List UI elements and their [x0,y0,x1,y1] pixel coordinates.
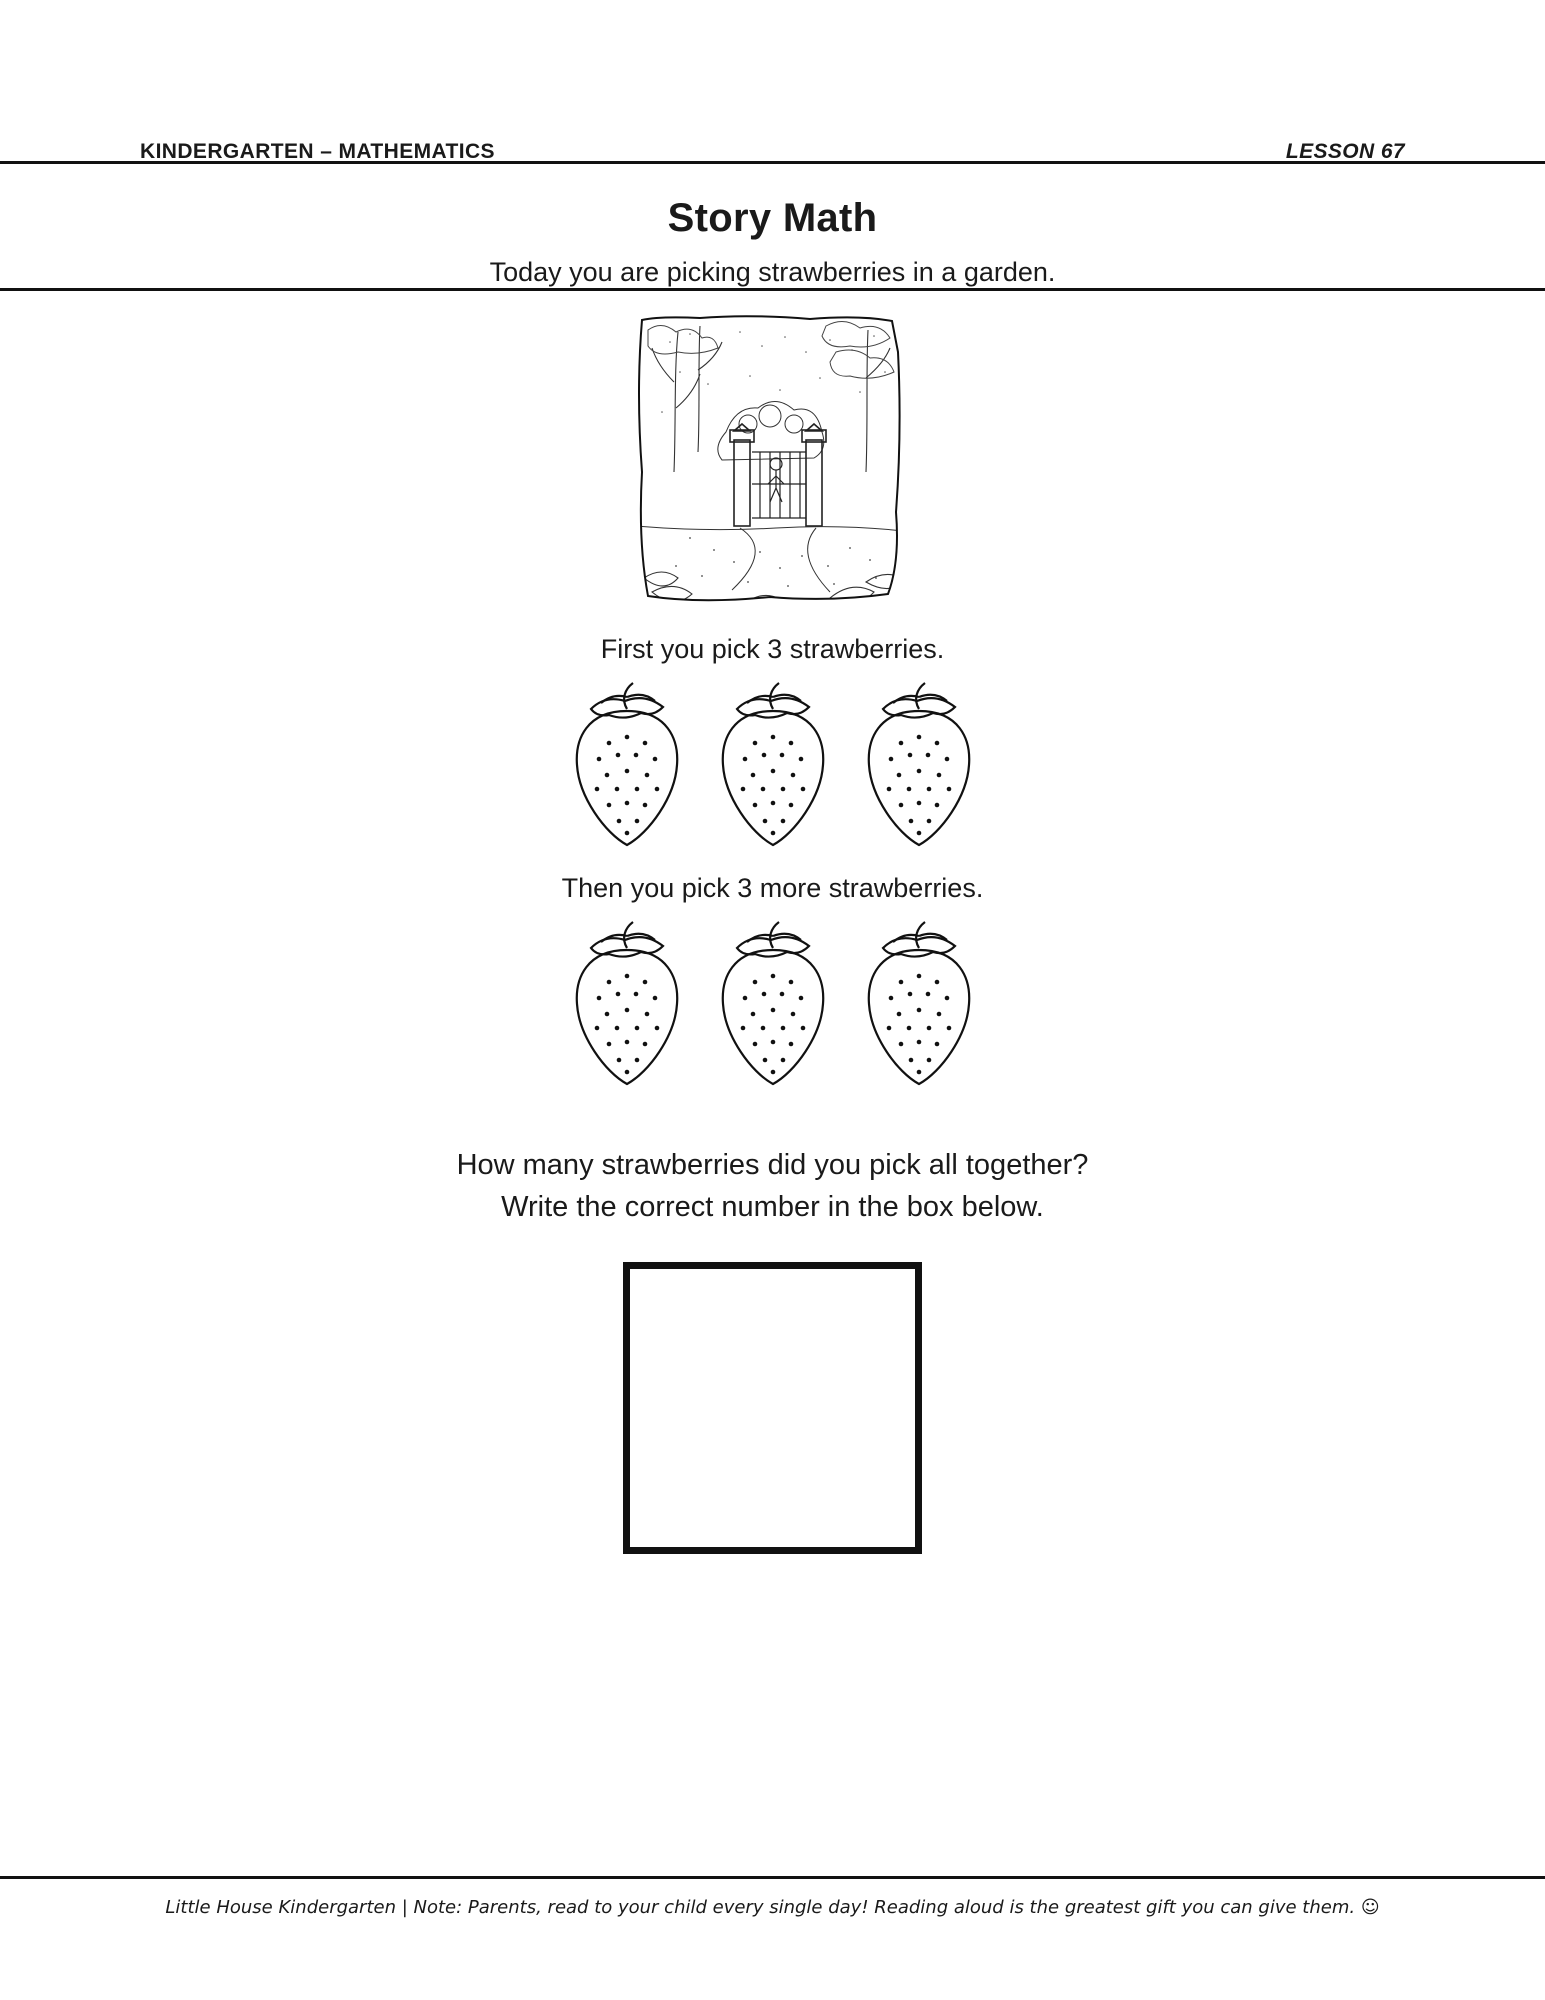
page-title: Story Math [667,196,878,240]
strawberry-icon [853,912,985,1090]
title-block [140,174,1405,288]
header-subject: KINDERGARTEN – MATHEMATICS [140,140,495,163]
header-lesson: LESSON 67 [1285,140,1405,163]
step-1-text: First you pick 3 strawberries. [600,634,945,664]
question-line-2: Write the correct number in the box below. [501,1191,1044,1224]
worksheet-body [140,288,1405,2000]
question-line-1: How many strawberries did you pick all together? [456,1149,1089,1181]
strawberry-icon [561,673,693,851]
strawberry-icon [707,912,839,1090]
strawberry-icon [853,673,985,851]
page-footer [0,1876,1545,2000]
page-header [140,0,1405,174]
question-block [140,1144,1405,1554]
step-1-strawberry-row [140,673,1405,851]
step-2-strawberry-row [140,912,1405,1090]
answer-box[interactable] [623,1262,922,1554]
footer-note: Little House Kindergarten | Note: Parents, read to your child every single day! Reading aloud is the greatest gift you can give them. ☺ [165,1897,1380,1918]
header-divider [0,161,1545,164]
garden-gate-illustration [630,312,915,612]
title-divider [0,288,1545,291]
step-2-text: Then you pick 3 more strawberries. [561,873,984,903]
page-subtitle: Today you are picking strawberries in a garden. [489,257,1056,287]
strawberry-icon [707,673,839,851]
strawberry-icon [561,912,693,1090]
